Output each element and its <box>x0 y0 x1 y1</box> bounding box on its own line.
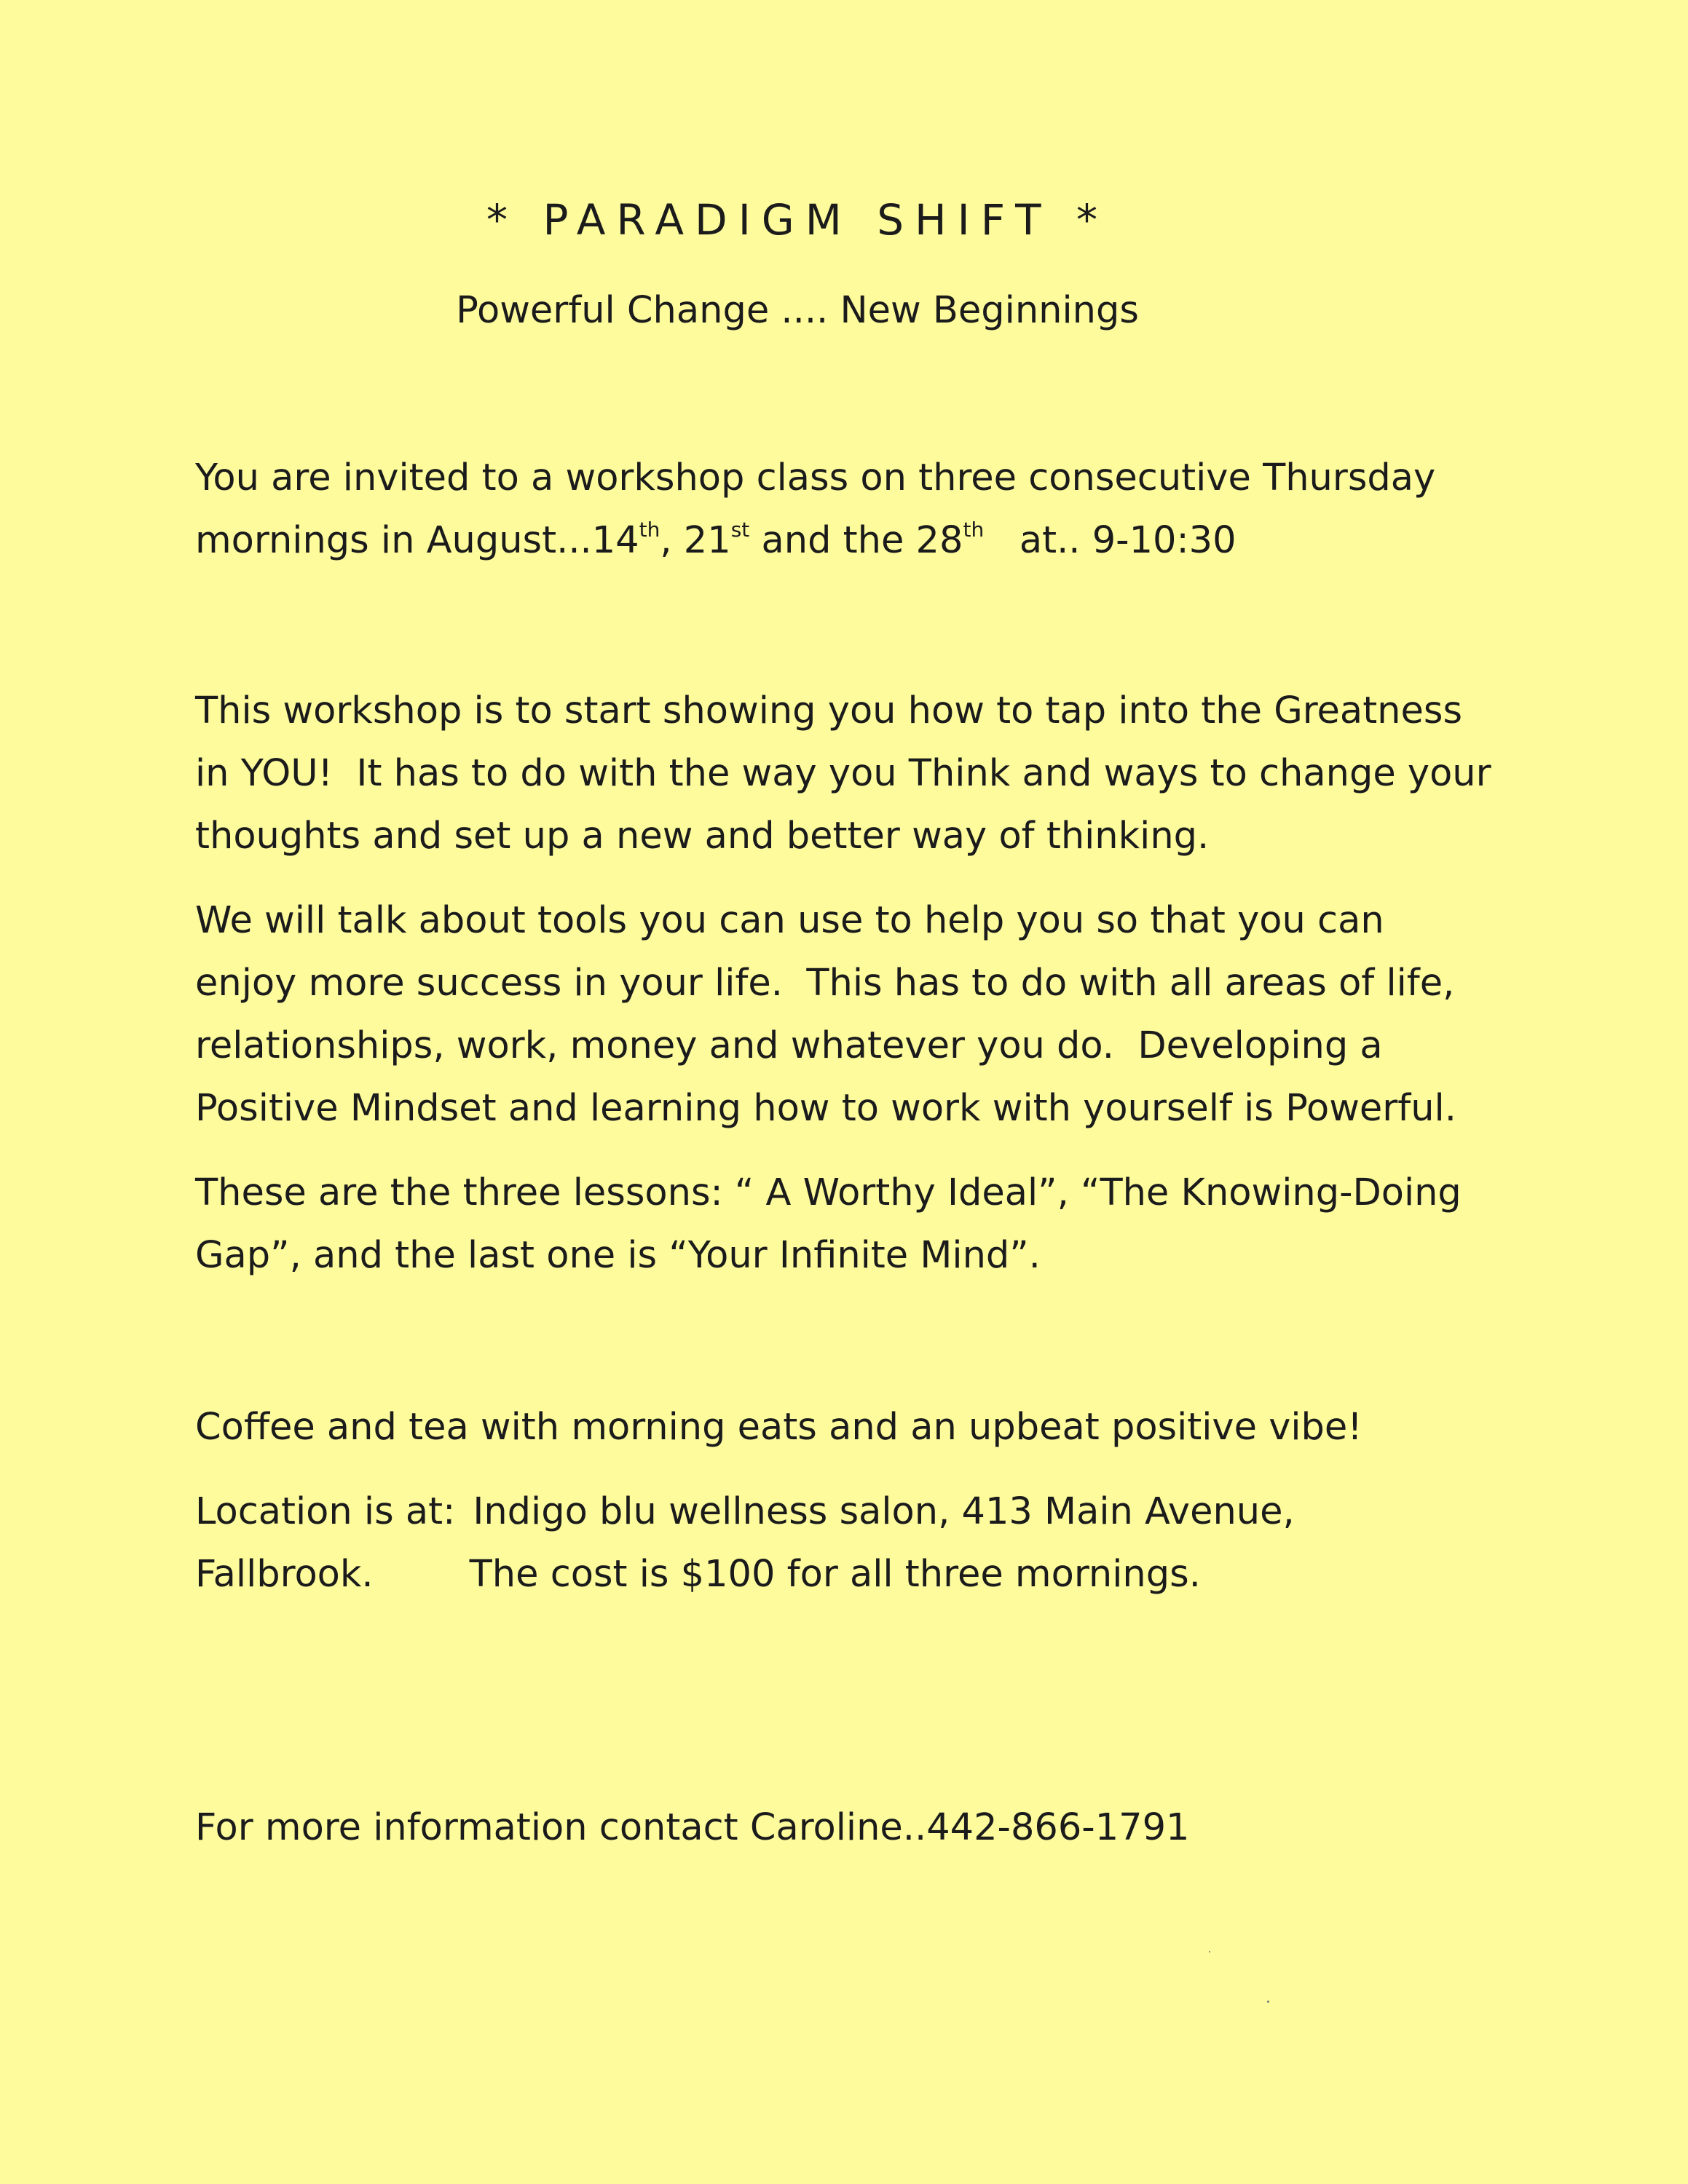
contact-section <box>195 1797 1550 1859</box>
location-label: Location is at: <box>195 1490 456 1533</box>
contact-info: For more information contact Caroline..442-866-1791 <box>195 1806 1190 1849</box>
refreshments-line <box>195 1396 1550 1459</box>
invite-time: at.. 9-10:30 <box>984 519 1237 562</box>
description-paragraph-2 <box>195 890 1550 1140</box>
invite-dates-line <box>195 510 1550 572</box>
text-line: thoughts and set up a new and better way of thinking. <box>195 815 1210 858</box>
text-line: Positive Mindset and learning how to work with yourself is Powerful. <box>195 1087 1456 1130</box>
text-line: relationships, work, money and whatever you do. Developing a <box>195 1024 1383 1067</box>
invitation-paragraph <box>195 447 1550 572</box>
text-line: These are the three lessons: “ A Worthy Ideal”, “The Knowing-Doing <box>195 1171 1462 1214</box>
ordinal-suffix: th <box>963 518 985 542</box>
town-name: Fallbrook. <box>195 1553 374 1596</box>
cost-text: The cost is $100 for all three mornings. <box>469 1553 1201 1596</box>
ordinal-suffix: st <box>730 518 750 542</box>
location-line <box>195 1481 1550 1543</box>
lessons-paragraph <box>195 1162 1550 1287</box>
refreshments-text: Coffee and tea with morning eats and an upbeat positive vibe! <box>195 1406 1362 1449</box>
page-subtitle: Powerful Change .... New Beginnings <box>456 289 1139 332</box>
description-section <box>195 680 1550 1309</box>
description-paragraph-1 <box>195 680 1550 868</box>
invite-line: You are invited to a workshop class on three consecutive Thursday <box>195 456 1436 499</box>
text-line: in YOU! It has to do with the way you Think and ways to change your <box>195 752 1491 795</box>
scan-speck <box>1267 2001 1269 2003</box>
page-title: * PARADIGM SHIFT * <box>486 195 1108 245</box>
town-cost-line <box>195 1543 1550 1606</box>
invite-text: , 21 <box>660 519 731 562</box>
details-section <box>195 1396 1550 1628</box>
scan-speck <box>1209 1951 1210 1952</box>
location-address: Indigo blu wellness salon, 413 Main Avenue, <box>473 1490 1295 1533</box>
invite-text: mornings in August...14 <box>195 519 639 562</box>
ordinal-suffix: th <box>639 518 660 542</box>
text-line: enjoy more success in your life. This has to do with all areas of life, <box>195 962 1455 1005</box>
text-line: We will talk about tools you can use to help you so that you can <box>195 899 1384 942</box>
text-line: Gap”, and the last one is “Your Infinite Mind”. <box>195 1234 1041 1277</box>
location-paragraph <box>195 1481 1550 1606</box>
text-line: This workshop is to start showing you how to tap into the Greatness <box>195 689 1463 732</box>
invite-text: and the 28 <box>749 519 963 562</box>
